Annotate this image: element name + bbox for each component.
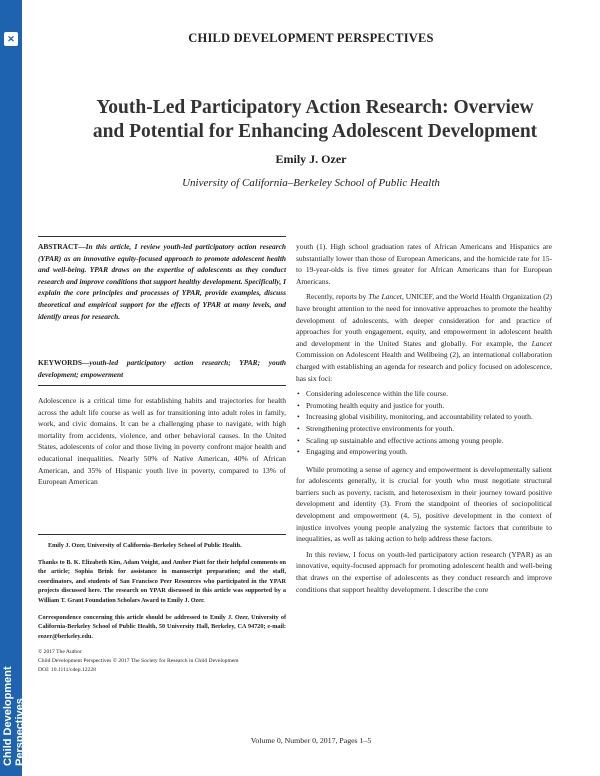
author-affiliation: University of California–Berkeley School of Public Health bbox=[182, 177, 440, 189]
paragraph: In this review, I focus on youth-led participatory action research (YPAR) as an innovative, equity-focused approach for promoting adolescent health and well-being that draws on the expertise of adolescents as they conduct research and improve conditions that support healthy development. I describe the core bbox=[296, 549, 552, 594]
foci-list bbox=[296, 388, 552, 458]
journal-side-title-line2: Perspectives bbox=[14, 698, 26, 766]
abstract-text: In this article, I review youth-led participatory action research (YPAR) as an innovative equity-focused approach to promote adolescent health and well-being. YPAR draws on the expertise of adolescents as they conduct research and improve conditions that support healthy development. Specifically, I explain the core principles and processes of YPAR, provide examples, discuss theoretical and empirical support for the effects of YPAR at many levels, and identify areas for research. bbox=[38, 242, 286, 321]
abstract-top-rule bbox=[38, 236, 286, 237]
list-item: • Considering adolescence within the life course. bbox=[296, 388, 552, 400]
keywords-label: KEYWORDS— bbox=[38, 358, 90, 367]
keywords-text: youth-led participatory action research; YPAR; youth development; empowerment bbox=[38, 358, 286, 379]
abstract bbox=[38, 241, 286, 322]
list-item: • Scaling up sustainable and effective actions among young people. bbox=[296, 435, 552, 447]
footnote-acknowledgments: Thanks to B. K. Elizabeth Kim, Adam Voight, and Amber Piatt for their helpful comments on the article; Sophia Brink for assistance in manuscript preparation; and the staff, coordinators, and students of San Francisco Peer Resources who participated in the YPAR projects discussed here. The research on YPAR discussed in this article was supported by a William T. Grant Foundation Scholars Award to Emily J. Ozer. bbox=[38, 558, 286, 604]
list-item: • Promoting health equity and justice for youth. bbox=[296, 400, 552, 412]
list-item: • Engaging and empowering youth. bbox=[296, 446, 552, 458]
issue-footer: Volume 0, Number 0, 2017, Pages 1–5 bbox=[250, 736, 372, 745]
paragraph: While promoting a sense of agency and empowerment is developmentally salient for adolescents generally, it is crucial for youth who must negotiate structural barriers such as poverty, racism, and heterosexism in their journey toward positive development and identity (3). From the standpoint of theories of sociopolitical development and empowerment (4, 5), positive development in the context of injustice involves young people analyzing the systemic factors that contribute to inequalities, as well as taking action to help address these factors. bbox=[296, 464, 552, 544]
abstract-bottom-rule bbox=[38, 385, 286, 386]
body-text-left: Adolescence is a critical time for establishing habits and trajectories for health across the adult life course as well as for transitioning into adult roles in family, work, and civic domains. It can be a challenging phase to navigate, with high mortality from accidents, violence, and other behavioral causes. In the United States, adolescents of color and those living in poverty confront major health and educational inequalities. Nearly 50% of Native American, 40% of African American, and 35% of Hispanic youth live in poverty, compared to 13% of European American bbox=[38, 396, 286, 487]
footnote-affiliation: Emily J. Ozer, University of California–Berkeley School of Public Health. bbox=[48, 542, 242, 549]
footnotes bbox=[38, 541, 286, 675]
running-head: CHILD DEVELOPMENT PERSPECTIVES bbox=[188, 31, 434, 45]
journal-side-title-line1: Child Development bbox=[2, 666, 14, 766]
body-text-right bbox=[296, 241, 552, 599]
list-item: • Increasing global visibility, monitoring, and accountability related to youth. bbox=[296, 411, 552, 423]
article-title bbox=[30, 96, 600, 144]
article-title-line1: Youth-Led Participatory Action Research: Overview bbox=[96, 97, 534, 118]
keywords bbox=[38, 357, 286, 380]
paragraph: Recently, reports by The Lancet, UNICEF, and the World Health Organization (2) have brought attention to the need for innovative approaches to promote the healthy development of adolescents, with deeper consideration for and practice of approaches for youth engagement, equity, and empowerment in adolescent health and development in the United States and globally. For example, the Lancet Commission on Adolescent Health and Wellbeing (2), an international collaboration charged with establishing an agenda for research and policy focused on adolescence, has six foci: bbox=[296, 292, 552, 383]
doi: DOI: 10.1111/cdep.12228 bbox=[38, 666, 96, 673]
list-item: • Strengthening protective environments for youth. bbox=[296, 423, 552, 435]
footnote-rule bbox=[38, 534, 286, 535]
footnote-correspondence: Correspondence concerning this article should be addressed to Emily J. Ozer, University of California-Berkeley School of Public Health, 50 University Hall, Berkeley, CA 94720; e-mail: eozer@berkeley.edu. bbox=[38, 613, 286, 640]
copyright-society: Child Development Perspectives © 2017 The Society for Research in Child Development bbox=[38, 658, 239, 665]
author-name: Emily J. Ozer bbox=[275, 152, 347, 166]
article-title-line2: and Potential for Enhancing Adolescent Development bbox=[92, 121, 538, 142]
copyright-author: © 2017 The Author bbox=[38, 649, 82, 656]
paragraph: youth (1). High school graduation rates of African Americans and Hispanics are substantially lower than those of European Americans, and the homicide rate for 15- to 19-year-olds is five times greater for African Americans than for European Americans. bbox=[296, 242, 552, 286]
journal-logo-icon: ✕ bbox=[4, 32, 18, 46]
journal-side-band bbox=[0, 0, 26, 776]
abstract-label: ABSTRACT— bbox=[38, 242, 86, 251]
